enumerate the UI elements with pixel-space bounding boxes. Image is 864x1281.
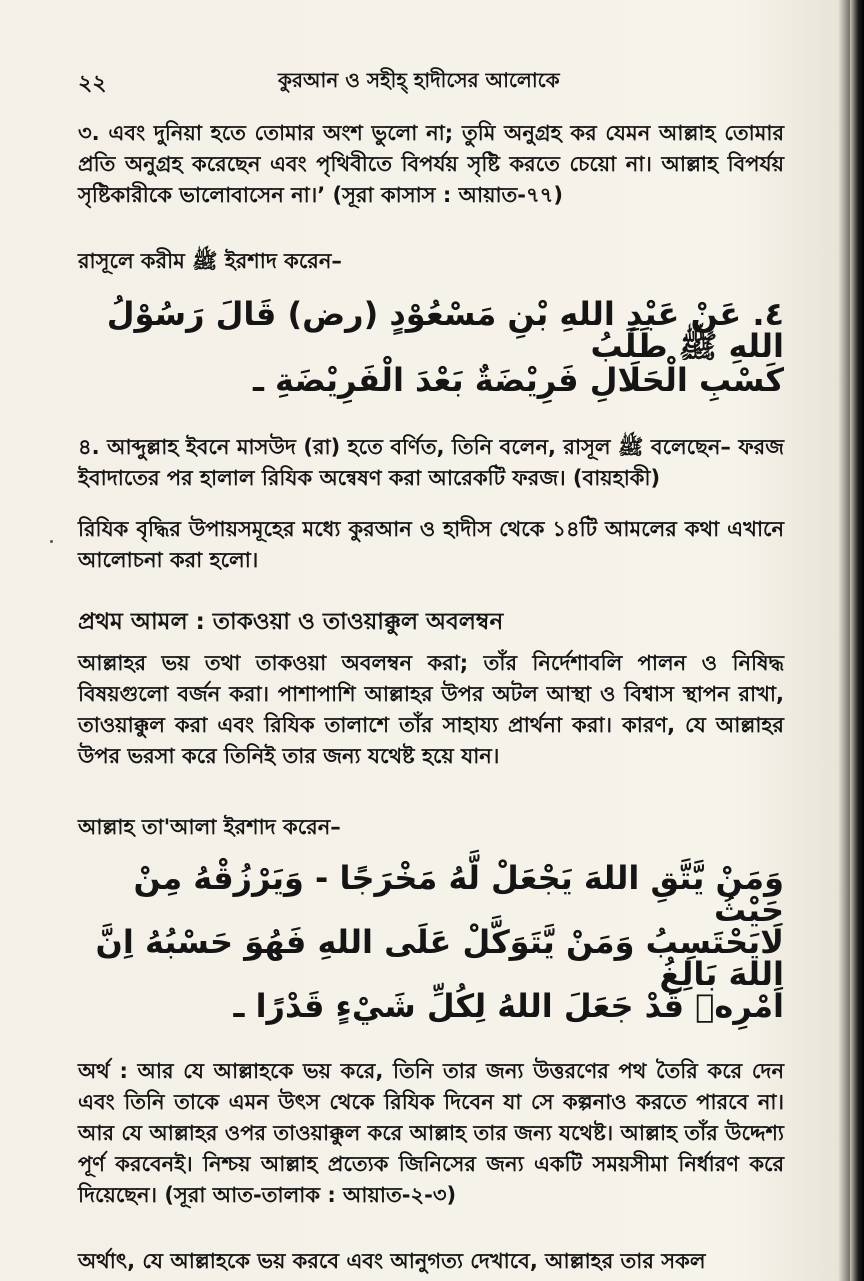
arabic-verse-line-1: وَمَنْ يَّتَّقِ اللهَ يَجْعَلْ لَّهُ مَخْرَجًا - وَيَرْزُقْهُ مِنْ حَيْثُ xyxy=(133,859,784,929)
paragraph-continuation: অর্থাৎ, যে আল্লাহকে ভয় করবে এবং আনুগত্য দেখাবে, আল্লাহর তার সকল xyxy=(78,1249,706,1273)
arabic-hadith-line-1: ٤. عَنْ عَبْدِ اللهِ بْنِ مَسْعُوْدٍ (رض) قَالَ رَسُوْلُ اللهِ ﷺ طَلَبُ xyxy=(106,295,784,365)
page-binding-shadow xyxy=(850,0,864,1281)
paragraph-intro-14-deeds: রিযিক বৃদ্ধির উপায়সমূহের মধ্যে কুরআন ও হাদীস থেকে ১৪টি আমলের কথা এখানে আলোচনা করা হলো। xyxy=(78,517,784,572)
margin-dot xyxy=(50,540,53,543)
section-heading-first-deed: প্রথম আমল : তাকওয়া ও তাওয়াক্কুল অবলম্বন xyxy=(78,609,504,635)
paragraph-prophet-intro: রাসূলে করীম ﷺ ইরশাদ করেন– xyxy=(78,249,342,273)
paragraph-verse-translation: ৩. এবং দুনিয়া হতে তোমার অংশ ভুলো না; তুমি অনুগ্রহ কর যেমন আল্লাহ তোমার প্রতি অনুগ্রহ করেছেন এবং পৃথিবীতে বিপর্যয় সৃষ্টি করতে চেয়ো না। আল্লাহ বিপর্যয় সৃষ্টিকারীকে ভালোবাসেন না।’ (সূরা কাসাস : আয়াত-৭৭) xyxy=(78,121,784,207)
paragraph-allah-says: আল্লাহ তা'আলা ইরশাদ করেন– xyxy=(78,815,341,839)
arabic-verse-line-3: اَمْرِهٖ قَدْ جَعَلَ اللهُ لِكُلِّ شَيْءٍ قَدْرًا ـ xyxy=(233,987,784,1025)
running-title: কুরআন ও সহীহ্ হাদীসের আলোকে xyxy=(278,68,560,92)
page-number: ২২ xyxy=(78,71,107,96)
paragraph-meaning: অর্থ : আর যে আল্লাহকে ভয় করে, তিনি তার জন্য উত্তরণের পথ তৈরি করে দেন এবং তিনি তাকে এমন উৎস থেকে রিযিক দিবেন যা সে কল্পনাও করতে পারবে না। আর যে আল্লাহর ওপর তাওয়াক্কুল করে আল্লাহ তার জন্য যথেষ্ট। আল্লাহ তাঁর উদ্দেশ্য পূর্ণ করবেনই। নিশ্চয় আল্লাহ প্রত্যেক জিনিসের জন্য একটি সময়সীমা নির্ধারণ করে দিয়েছেন। (সূরা আত-তালাক : আয়াত-২-৩) xyxy=(78,1059,784,1207)
arabic-hadith-line-2: كَسْبِ الْحَلَالِ فَرِيْضَةٌ بَعْدَ الْفَرِيْضَةِ ـ xyxy=(252,361,784,399)
paragraph-taqwa-tawakkul: আল্লাহর ভয় তথা তাকওয়া অবলম্বন করা; তাঁর নির্দেশাবলি পালন ও নিষিদ্ধ বিষয়গুলো বর্জন করা। পাশাপাশি আল্লাহর উপর অটল আস্থা ও বিশ্বাস স্থাপন রাখা, তাওয়াক্কুল করা এবং রিযিক তালাশে তাঁর সাহায্য প্রার্থনা করা। কারণ, যে আল্লাহর উপর ভরসা করে তিনিই তার জন্য যথেষ্ট হয়ে যান। xyxy=(78,651,784,768)
paragraph-hadith-translation: ৪. আব্দুল্লাহ ইবনে মাসউদ (রা) হতে বর্ণিত, তিনি বলেন, রাসূল ﷺ বলেছেন– ফরজ ইবাদাতের পর হালাল রিযিক অন্বেষণ করা আরেকটি ফরজ। (বায়হাকী) xyxy=(78,435,784,490)
page-header xyxy=(78,66,778,96)
arabic-verse-line-2: لَايَحْتَسِبُ وَمَنْ يَّتَوَكَّلْ عَلَى اللهِ فَهُوَ حَسْبُهُ اِنَّ اللهَ بَالِغُ xyxy=(95,923,784,993)
